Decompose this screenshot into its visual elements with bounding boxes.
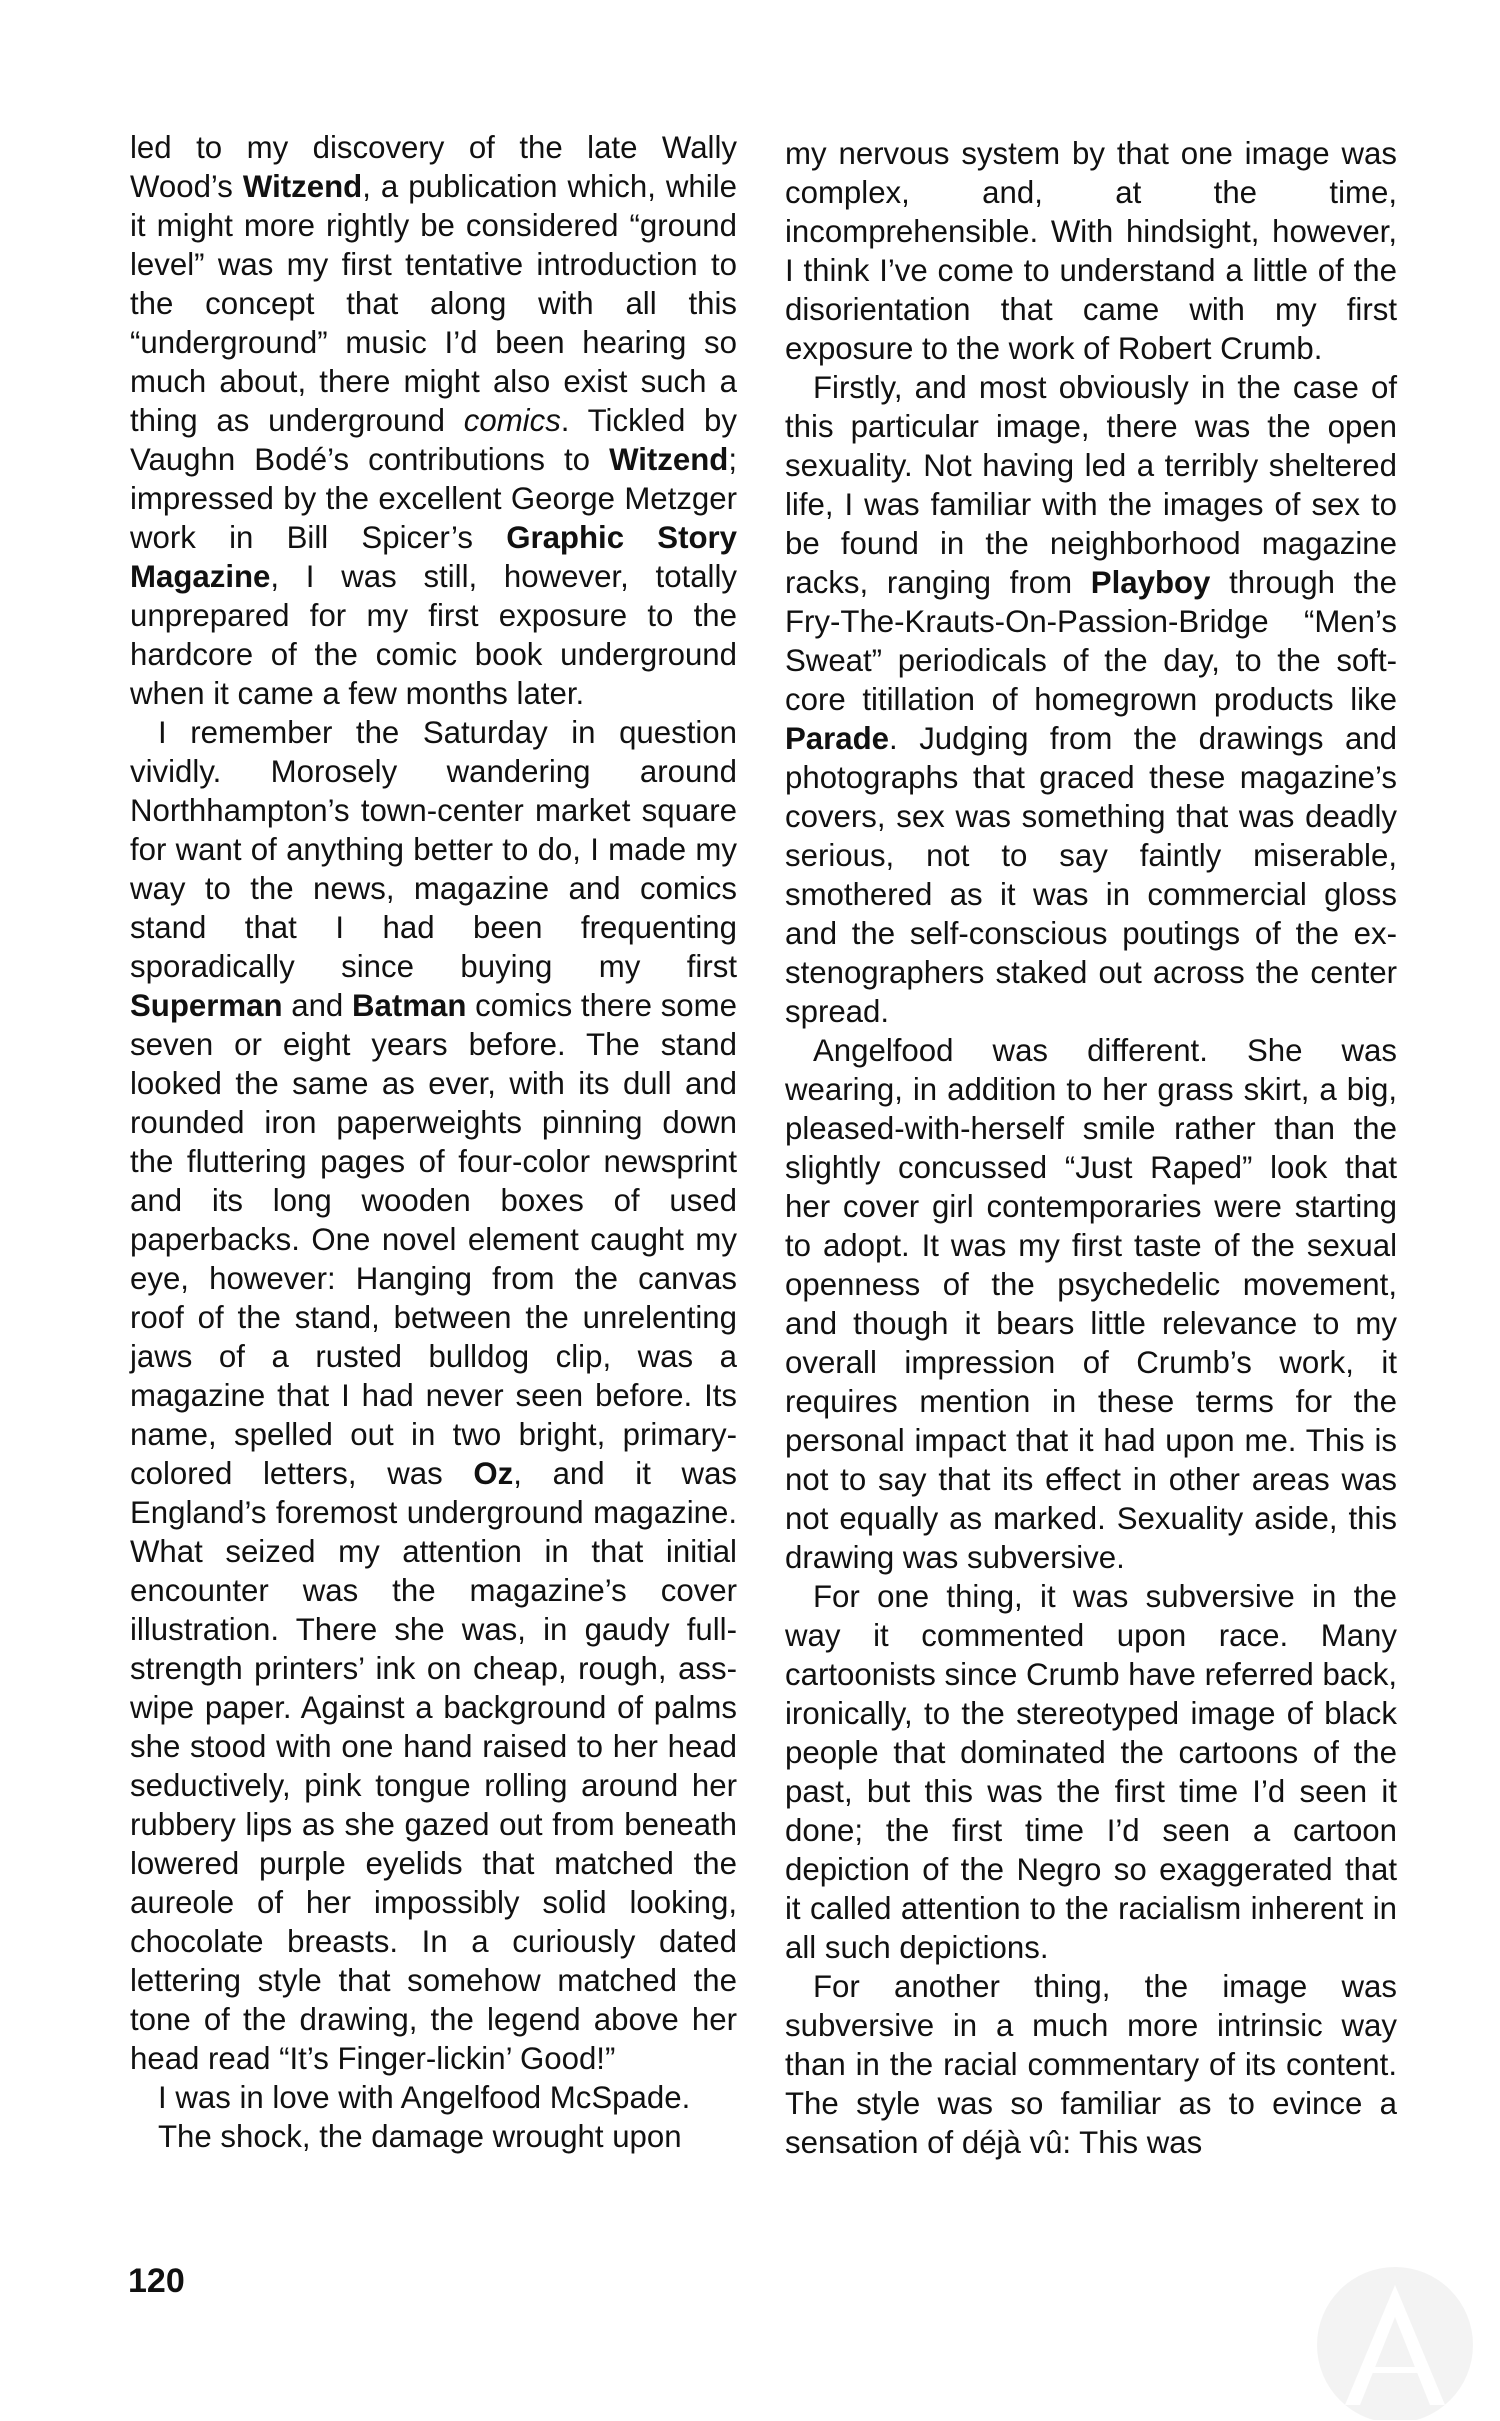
emphasis-comics: comics — [463, 403, 561, 438]
text-run: , a publication which, while it might more rightly be considered “ground level” was my first tentative introduction to the concept that along with all this “underground” music I’d been hearing so much about, there might also exist such a thing as underground — [130, 169, 737, 438]
title-oz: Oz — [473, 1456, 514, 1491]
text-run: I remember the Saturday in question vividly. Morosely wandering around Northhampton’s town-center market square for want of anything better to do, I made my way to the news, magazine and comics stand that I had been frequenting sporadically since buying my first — [130, 715, 737, 984]
text-run: ; impressed by the excellent George Metzger work in Bill Spicer’s — [130, 442, 737, 555]
title-superman: Superman — [130, 988, 283, 1023]
right-paragraph-4: For one thing, it was subversive in the way it commented upon race. Many cartoonists since Crumb have referred back, ironically, to the stereotyped image of black people that dominated the cartoons of the past, but this was the first time I’d seen it done; the first time I’d seen a cartoon depiction of the Negro so exaggerated that it called attention to the racialism inherent in all such depictions. — [785, 1579, 1397, 1965]
text-run: comics there some seven or eight years before. The stand looked the same as ever, with its dull and rounded iron paperweights pinning down the fluttering pages of four-color newsprint and its long wooden boxes of used paperbacks. One novel element caught my eye, however: Hanging from the canvas roof of the stand, between the unrelenting jaws of a rusted bulldog clip, was a magazine that I had never seen before. Its name, spelled out in two bright, primary-colored letters, was — [130, 988, 737, 1491]
right-paragraph-3: Angelfood was different. She was wearing, in addition to her grass skirt, a big, pleased-with-herself smile rather than the slightly concussed “Just Raped” look that her cover girl contemporaries were starting to adopt. It was my first taste of the sexual openness of the psychedelic movement, and though it bears little relevance to my overall impression of Crumb’s work, it requires mention in these terms for the personal impact that it had upon me. This is not to say that its effect in other areas was not equally as marked. Sexuality aside, this drawing was subversive. — [785, 1033, 1397, 1575]
right-paragraph-2 — [785, 368, 1397, 1031]
text-run: Firstly, and most obviously in the case of this particular image, there was the open sexuality. Not having led a terribly sheltered life, I was familiar with the images of sex to be found in the neighborhood magazine racks, ranging from — [785, 370, 1397, 600]
left-paragraph-2 — [130, 713, 737, 2078]
text-run: . Judging from the drawings and photographs that graced these magazine’s covers, sex was something that was deadly serious, not to say faintly miserable, smothered as it was in commercial gloss and the self-conscious poutings of the ex-stenographers staked out across the center spread. — [785, 721, 1397, 1029]
title-playboy: Playboy — [1090, 565, 1211, 600]
page-number: 120 — [128, 2262, 185, 2300]
text-run: led to my discovery of the late Wally Wood’s — [130, 130, 737, 204]
title-parade: Parade — [785, 721, 890, 756]
text-run: and — [282, 988, 353, 1023]
title-graphic-story-magazine: Graphic Story Magazine — [130, 520, 737, 594]
right-paragraph-1: my nervous system by that one image was complex, and, at the time, incomprehensible. With hindsight, however, I think I’ve come to understand a little of the disorientation that came with my first exposure to the work of Robert Crumb. — [785, 136, 1397, 366]
left-paragraph-3: I was in love with Angelfood McSpade. — [158, 2080, 691, 2115]
title-witzend: Witzend — [242, 169, 363, 204]
text-run: , and it was England’s foremost underground magazine. What seized my attention in that initial encounter was the magazine’s cover illustration. There she was, in gaudy full-strength printers’ ink on cheap, rough, ass-wipe paper. Against a background of palms she stood with one hand raised to her head seductively, pink tongue rolling around her rubbery lips as she gazed out from beneath lowered purple eyelids that matched the aureole of her impossibly solid looking, chocolate breasts. In a curiously dated lettering style that somehow matched the tone of the drawing, the legend above her head read “It’s Finger-lickin’ Good!” — [130, 1456, 738, 2076]
title-witzend: Witzend — [609, 442, 729, 477]
text-run: . Tickled by Vaughn Bodé’s contributions to — [130, 403, 737, 477]
text-run: , I was still, however, totally unprepared for my first exposure to the hardcore of the comic book underground when it came a few months later. — [130, 559, 737, 711]
watermark-logo-icon — [1300, 2255, 1480, 2420]
left-column — [130, 128, 737, 2156]
right-paragraph-5: For another thing, the image was subversive in a much more intrinsic way than in the racial commentary of its content. The style was so familiar as to evince a sensation of déjà vû: This was — [785, 1969, 1397, 2160]
text-run: through the Fry-The-Krauts-On-Passion-Bridge “Men’s Sweat” periodicals of the day, to the soft-core titillation of homegrown products like — [785, 565, 1397, 717]
left-paragraph-4: The shock, the damage wrought upon — [158, 2119, 682, 2154]
left-paragraph-1 — [130, 128, 737, 713]
right-column — [785, 134, 1397, 2162]
title-batman: Batman — [352, 988, 467, 1023]
